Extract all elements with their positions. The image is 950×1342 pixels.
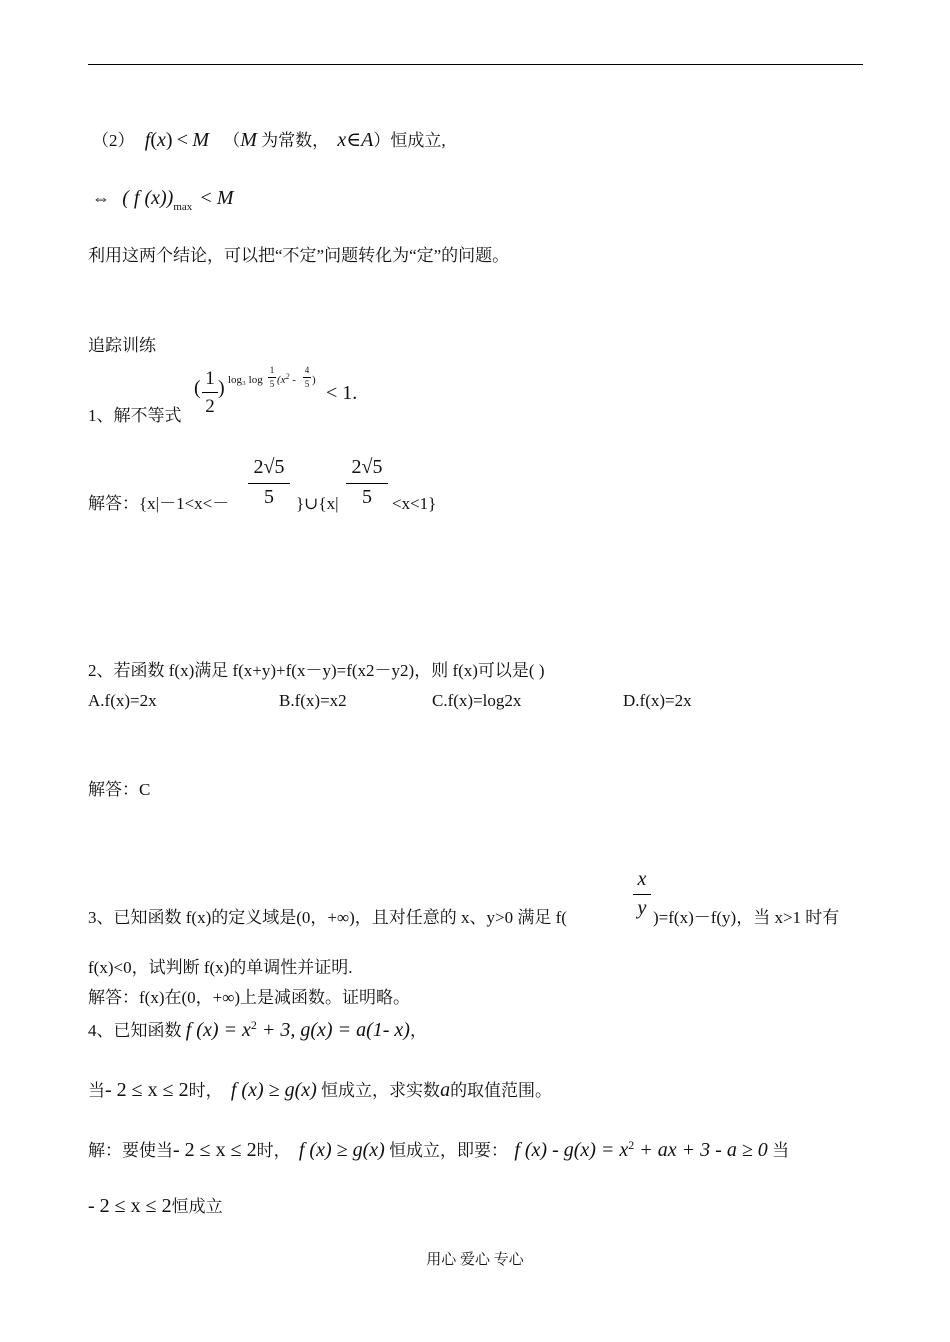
- q3-frac-den: y: [637, 897, 647, 919]
- q4-solution: 解：要使当- 2 ≤ x ≤ 2时， f (x) ≥ g(x) 恒成立，即要： f $(x) - g(x) = x^2$ + ax + 3 - a ≥ 0 当: [88, 1138, 790, 1161]
- q1-answer-suffix: <x<1}: [392, 494, 437, 513]
- q1-exp-tail: ($x^2$ -: [277, 372, 296, 386]
- q1-ans-bar2: [346, 483, 388, 484]
- q1-exp-frac-den: 5: [269, 379, 275, 389]
- q3-frac-bar: [633, 894, 651, 895]
- q1-ans-den2: 5: [362, 486, 372, 508]
- q4-line1: 4、已知函数 f $(x) = x^2 + 3$, g(x) = a(1- x)，: [88, 1018, 427, 1041]
- section-title: 追踪训练: [88, 336, 156, 355]
- q2-question: 2、若函数 f(x)满足 f(x+y)+f(x－y)=f(x2－y2)，则 f(x)可以是( ): [88, 661, 545, 680]
- q1-ans-bar: [248, 483, 290, 484]
- q3-frac-num: x: [637, 868, 647, 890]
- q1-exp-frac2-num: 4: [304, 365, 310, 375]
- q1-base-num: 1: [205, 368, 215, 389]
- q1-answer-mid: }∪{x|: [296, 494, 339, 513]
- q1-base-bar: [202, 392, 218, 393]
- q1-ans-den: 5: [264, 486, 274, 508]
- q1-exp-frac-num: 1: [269, 365, 275, 375]
- q3-line1: 3、已知函数 f(x)的定义域是(0，+∞)，且对任意的 x、y>0 满足 f(: [88, 908, 567, 927]
- q3-answer: 解答：f(x)在(0，+∞)上是减函数。证明略。: [88, 988, 411, 1007]
- q2-option-b: B.f(x)=x2: [279, 691, 347, 710]
- q1-base-close: ): [218, 377, 225, 399]
- q1-exp-frac-bar: [268, 377, 276, 378]
- summary-text: 利用这两个结论，可以把“不定”问题转化为“定”的问题。: [88, 246, 510, 265]
- q1-exp-frac2-bar: [303, 377, 311, 378]
- q1-ans-num: 2√5: [253, 456, 285, 478]
- q1-answer-prefix: 解答：{x|－1<x<－: [88, 494, 230, 513]
- q2-option-c: C.f(x)=log2x: [432, 691, 522, 710]
- q1-prefix: 1、解不等式: [88, 406, 182, 425]
- q2-option-d: D.f(x)=2x: [623, 691, 692, 710]
- q4-line2: 当- 2 ≤ x ≤ 2时， f (x) ≥ g(x) 恒成立，求实数a的取值范围。: [88, 1079, 553, 1101]
- q1-base-den: 2: [205, 396, 215, 417]
- q4-last-line: - 2 ≤ x ≤ 2恒成立: [88, 1195, 223, 1217]
- q1-exp-close: ): [312, 374, 316, 386]
- q3-line2: f(x)<0，试判断 f(x)的单调性并证明.: [88, 958, 353, 977]
- statement-2: （2） f(x) < M （M 为常数， x∈A）恒成立,: [92, 129, 446, 151]
- header-rule: [88, 64, 863, 65]
- page-footer: 用心 爱心 专心: [426, 1252, 524, 1268]
- q1-exponent: log₃ log: [228, 374, 263, 386]
- q2-answer: 解答：C: [88, 780, 151, 799]
- equivalence-line: ⇔ ( f $(x))_{max} < M$: [92, 187, 234, 213]
- q1-base-open: (: [194, 377, 201, 399]
- q2-option-a: A.f(x)=2x: [88, 691, 157, 710]
- q1-rhs: < 1.: [326, 382, 358, 404]
- q1-ans-num2: 2√5: [351, 456, 383, 478]
- q3-line1b: )=f(x)－f(y)，当 x>1 时有: [653, 908, 840, 927]
- q1-exp-frac2-den: 5: [304, 379, 310, 389]
